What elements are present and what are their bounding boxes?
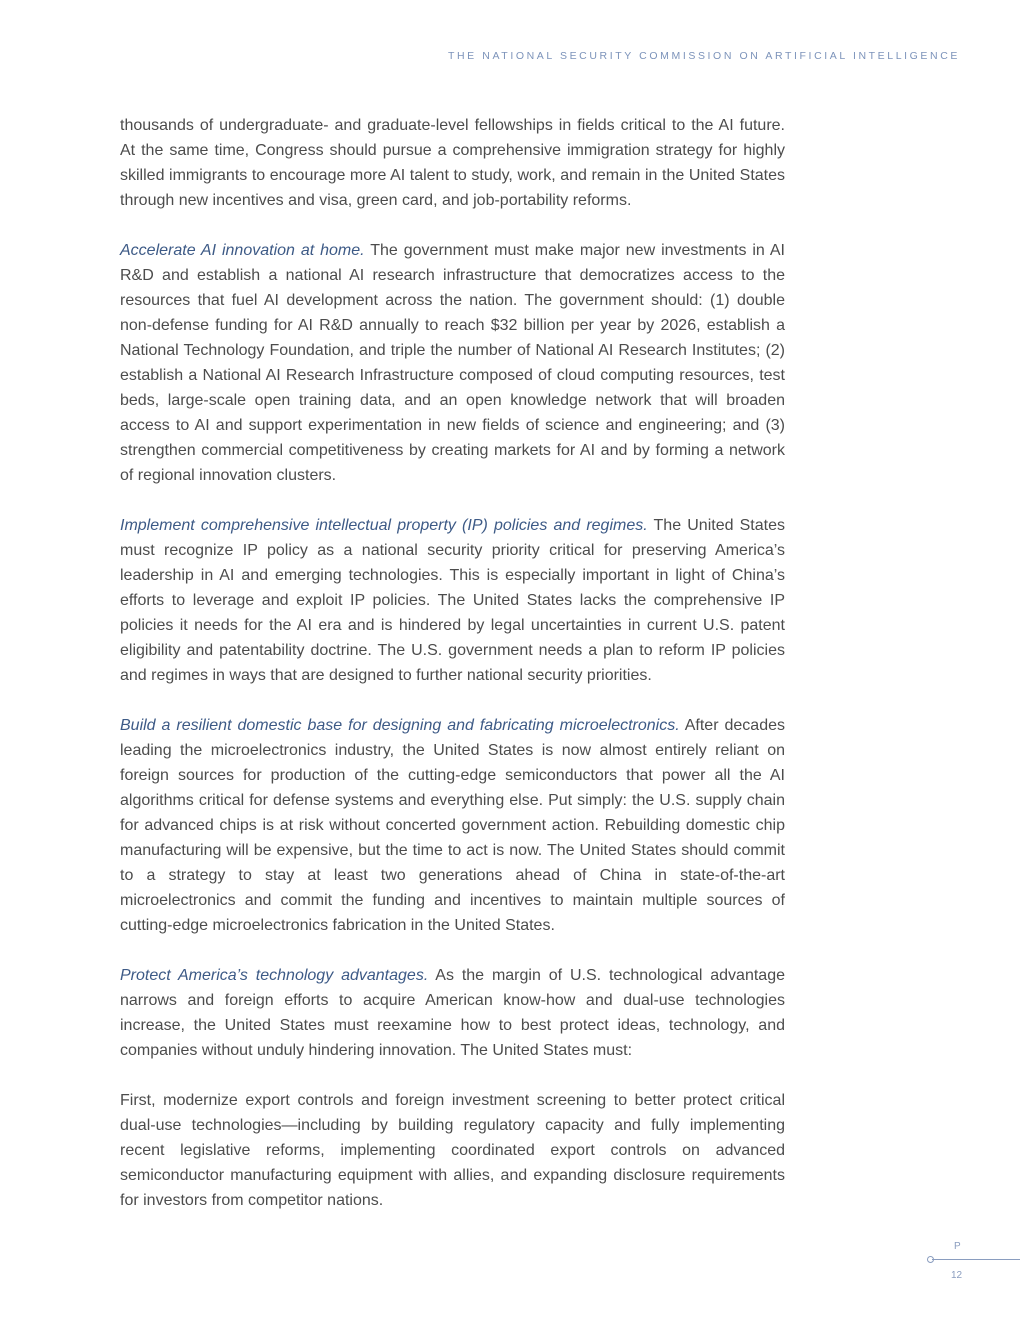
paragraph-talent — [120, 113, 785, 213]
paragraph-body: After decades leading the microelectronics industry, the United States is now almost entirely reliant on foreign sources for production of the cutting-edge semiconductors that power all the AI algorithms critical for defense systems and everything else. Put simply: the U.S. supply chain for advanced chips is at risk without concerted government action. Rebuilding domestic chip manufacturing will be expensive, but the time to act is now. The United States should commit to a strategy to stay at least two generations ahead of China in state-of-the-art microelectronics and commit the funding and incentives to maintain multiple sources of cutting-edge microelectronics fabrication in the United States. — [120, 717, 785, 934]
paragraph-lead: Build a resilient domestic base for designing and fabricating microelectronics. — [120, 717, 680, 734]
paragraph-microelectronics — [120, 713, 785, 938]
paragraph-body: First, modernize export controls and foreign investment screening to better protect critical dual-use technologies—including by building regulatory capacity and fully implementing recent legislative reforms, implementing coordinated export controls on advanced semiconductor manufacturing equipment with allies, and expanding disclosure requirements for investors from competitor nations. — [120, 1092, 785, 1209]
paragraph-lead: Protect America’s technology advantages. — [120, 967, 429, 984]
page-number: 12 — [951, 1270, 963, 1281]
page-marker-rule — [932, 1259, 1020, 1260]
document-body — [120, 113, 785, 1238]
paragraph-body: The United States must recognize IP policy as a national security priority critical for preserving America’s leadership in AI and emerging technologies. This is especially important in light of China’s efforts to leverage and exploit IP policies. The United States lacks the comprehensive IP policies it needs for the AI era and is hindered by legal uncertainties in current U.S. patent eligibility and patentability doctrine. The U.S. government needs a plan to reform IP policies and regimes in ways that are designed to further national security priorities. — [120, 517, 785, 684]
paragraph-lead: Implement comprehensive intellectual property (IP) policies and regimes. — [120, 517, 648, 534]
paragraph-body: thousands of undergraduate- and graduate-level fellowships in fields critical to the AI future. At the same time, Congress should pursue a comprehensive immigration strategy for highly skilled immigrants to encourage more AI talent to study, work, and remain in the United States through new incentives and visa, green card, and job-portability reforms. — [120, 117, 785, 209]
paragraph-body: The government must make major new investments in AI R&D and establish a national AI research infrastructure that democratizes access to the resources that fuel AI development across the nation. The government should: (1) double non-defense funding for AI R&D annually to reach $32 billion per year by 2026, establish a National Technology Foundation, and triple the number of National AI Research Institutes; (2) establish a National AI Research Infrastructure composed of cloud computing resources, test beds, large-scale open training data, and an open knowledge network that will broaden access to AI and support experimentation in new fields of science and engineering; and (3) strengthen commercial competitiveness by creating markets for AI and by forming a network of regional innovation clusters. — [120, 242, 785, 484]
paragraph-lead: Accelerate AI innovation at home. — [120, 242, 365, 259]
page-letter: P — [954, 1241, 961, 1252]
paragraph-export-controls — [120, 1088, 785, 1213]
paragraph-body: As the margin of U.S. technological advantage narrows and foreign efforts to acquire American know-how and dual-use technologies increase, the United States must reexamine how to best protect ideas, technology, and companies without unduly hindering innovation. The United States must: — [120, 967, 785, 1059]
paragraph-tech-advantages — [120, 963, 785, 1063]
paragraph-ip-policy — [120, 513, 785, 688]
paragraph-innovation — [120, 238, 785, 488]
running-header: THE NATIONAL SECURITY COMMISSION ON ARTIFICIAL INTELLIGENCE — [447, 50, 960, 62]
